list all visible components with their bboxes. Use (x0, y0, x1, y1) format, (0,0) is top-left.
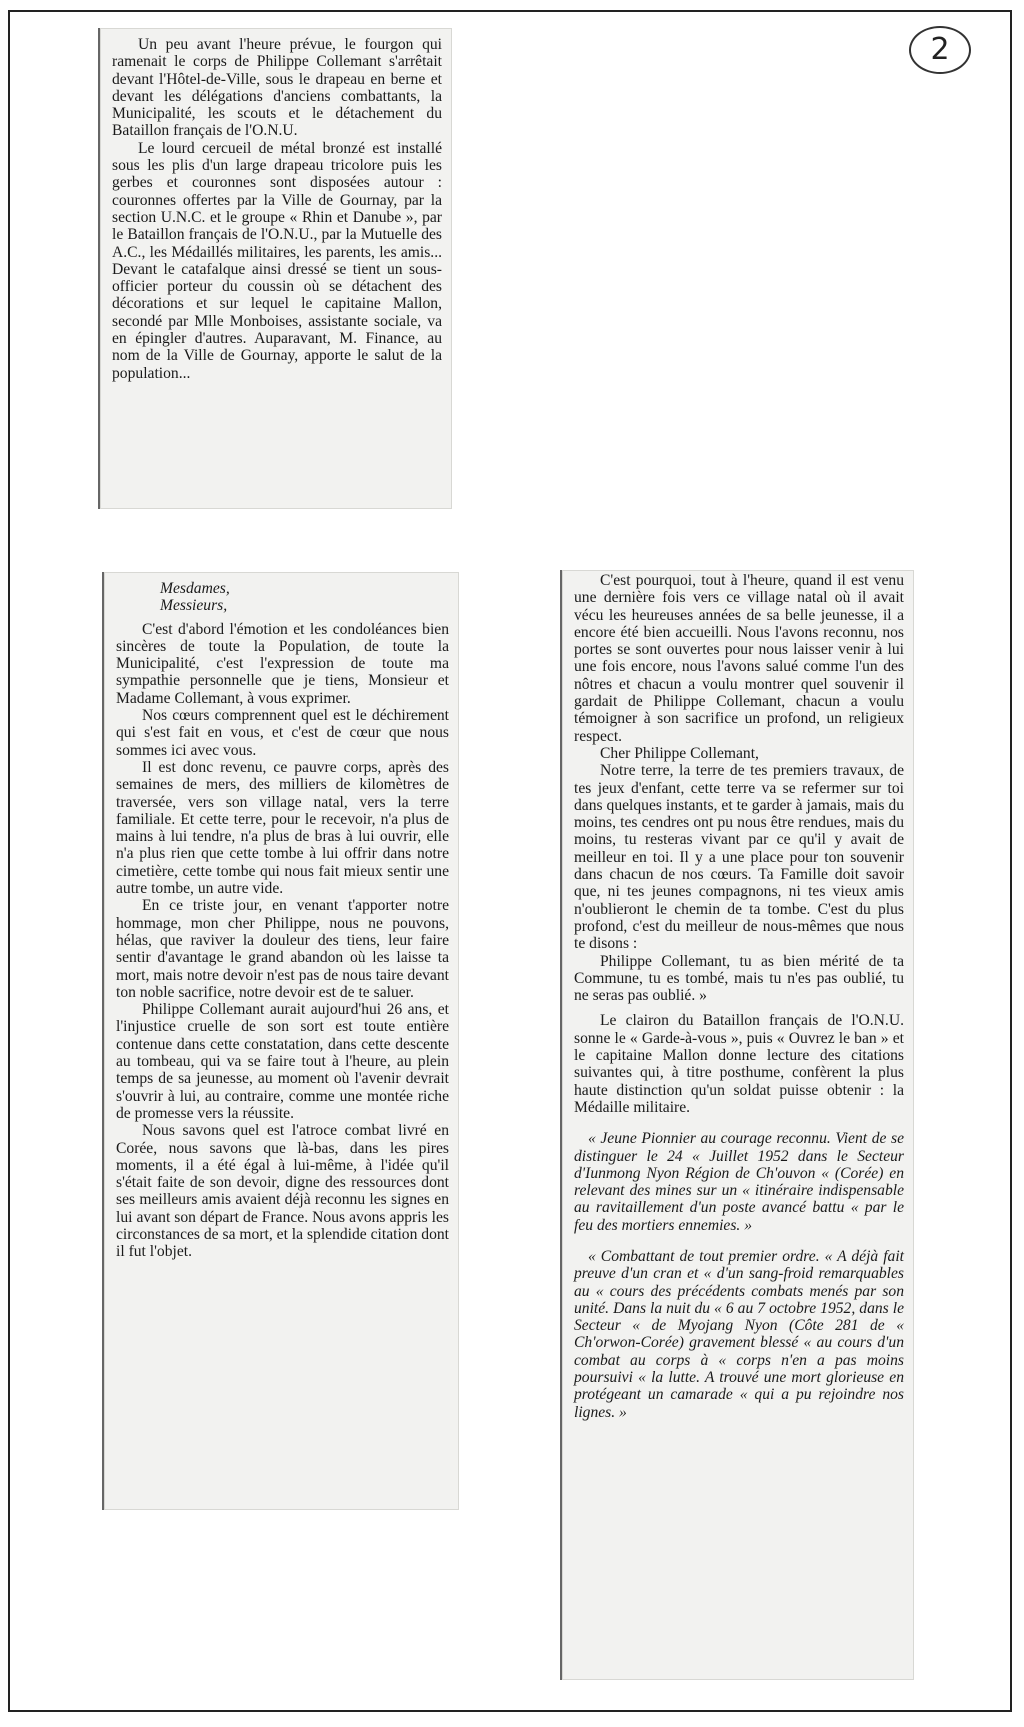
salutation-mesdames: Mesdames, (160, 580, 230, 597)
speech-paragraph: Il est donc revenu, ce pauvre corps, après des semaines de mers, des milliers de kilomètres de traversée, vers son village natal, vers la terre familiale. Et cette terre, pour le recevoir, n'a plus de mains à lui tendre, n'a plus de bras à lui ouvrir, elle n'a plus rien que cette tombe à lui offrir dans notre cimetière, cette tombe qui nous fait mieux sentir une autre tombe, un autre vide. (116, 758, 449, 898)
page-number: 2 (909, 26, 971, 74)
citation-first: « Jeune Pionnier au courage reconnu. Vient de se distinguer le 24 « Juillet 1952 dans le Secteur d'Iunmong Nyon Région de Ch'ouvon « (Corée) en relevant des mines sur un « itinéraire indispensable au ravitaillement d'un poste avancé battu « par le feu des mortiers ennemies. » (574, 1130, 904, 1234)
speech-paragraph: Philippe Collemant, tu as bien mérité de ta Commune, tu es tombé, mais tu n'es pas oublié, tu ne seras pas oublié. » (574, 952, 904, 1005)
news-clipping-speech-part2 (560, 570, 914, 1680)
speech-paragraph: Nos cœurs comprennent quel est le déchirement qui s'est fait en vous, et c'est de cœur que nous sommes ici avec vous. (116, 707, 449, 759)
speech-paragraph: Philippe Collemant aurait aujourd'hui 26 ans, et l'injustice cruelle de son sort est toute entière contenue dans cette constatation, dans cette descente au tombeau, qui va se faire tout à l'heure, au plein temps de sa jeunesse, au moment où l'avenir devrait s'ouvrir à lui, au contraire, comme une montée riche de promesse vers la réussite. (116, 1001, 449, 1122)
speech-paragraph: C'est pourquoi, tout à l'heure, quand il est venu une dernière fois vers ce village natal où il avait vécu les heureuses années de sa belle jeunesse, il a encore été bien accueilli. Nous l'avons reconnu, nos portes se sont ouvertes pour nous laisser venir à lui une fois encore, nous l'avons salué comme l'un des nôtres et chacun a voulu montrer quel souvenir il gardait de Philippe Collemant, chacun a voulu témoigner à son sacrifice un profond, un religieux respect. (574, 572, 904, 745)
clipping-paragraph: Un peu avant l'heure prévue, le fourgon qui ramenait le corps de Philippe Collemant s'arrêtait devant l'Hôtel-de-Ville, sous le drapeau en berne et devant les délégations d'anciens combattants, la Municipalité, les scouts et le détachement du Bataillon français de l'O.N.U. (112, 36, 442, 140)
ceremony-paragraph: Le clairon du Bataillon français de l'O.N.U. sonne le « Garde-à-vous », puis « Ouvrez le ban » et le capitaine Mallon donne lecture des citations suivantes qui, à titre posthume, confèrent la plus haute distinction qu'un soldat puisse obtenir : la Médaille militaire. (574, 1012, 904, 1116)
speech-paragraph: Cher Philippe Collemant, (600, 744, 759, 762)
speech-paragraph: Nous savons quel est l'atroce combat livré en Corée, nous savons que là-bas, dans les pires moments, il a été égal à lui-même, à l'idée qu'il s'était faite de son devoir, digne des ressources dont ses meilleurs amis avaient déjà reconnu les signes en lui avant son départ de France. Nous avons appris les circonstances de sa mort, et la splendide citation dont il fut l'objet. (116, 1122, 449, 1261)
news-clipping-arrival (98, 28, 452, 509)
speech-paragraph: En ce triste jour, en venant t'apporter notre hommage, mon cher Philippe, nous ne pouvons, hélas, que raviver la douleur des tiens, leur faire sentir d'avantage le grand abandon où les laisse ta mort, mais notre devoir n'est pas de nous taire devant ton noble sacrifice, notre devoir est de te saluer. (116, 897, 449, 1001)
citation-second: « Combattant de tout premier ordre. « A déjà fait preuve d'un cran et « d'un sang-froid remarquables au « cours des précédents combats menés par son unité. Dans la nuit du « 6 au 7 octobre 1952, dans le Secteur « de Myojang Nyon (Côte 281 de « Ch'orwon-Corée) gravement blessé « au cours d'un combat au corps à « corps n'en a pas moins poursuivi « la lutte. A trouvé une mort glorieuse en protégeant un camarade « qui a pu rejoindre nos lignes. » (574, 1247, 904, 1421)
speech-paragraph: Notre terre, la terre de tes premiers travaux, de tes jeux d'enfant, cette terre va se refermer sur toi dans quelques instants, et te garder à jamais, mais du moins, tes cendres ont pu nous être rendues, mais du moins, tu resteras vivant par ce qu'il y avait de meilleur en toi. Il y a une place pour ton souvenir dans chacun de nos cœurs. Ta Famille doit savoir que, ni tes jeunes compagnons, ni tes vieux amis n'oublieront le chemin de ta tombe. C'est du plus profond, c'est du meilleur de nous-mêmes que nous te disons : (574, 762, 904, 953)
clipping-paragraph: Le lourd cercueil de métal bronzé est installé sous les plis d'un large drapeau tricolore puis les gerbes et couronnes sont disposées autour : couronnes offertes par la Ville de Gournay, par la section U.N.C. et le groupe « Rhin et Danube », par le Bataillon français de l'O.N.U., par la Mutuelle des A.C., les Médaillés militaires, les parents, les amis... Devant le catafalque ainsi dressé se tient un sous-officier porteur du coussin où se détachent des décorations et sur lequel le capitaine Mallon, secondé par Mlle Monboises, assistante sociale, va en épingler d'autres. Auparavant, M. Finance, au nom de la Ville de Gournay, apporte le salut de la population... (112, 139, 442, 382)
news-clipping-speech-part1 (102, 572, 459, 1510)
salutation-messieurs: Messieurs, (160, 597, 228, 615)
speech-paragraph: C'est d'abord l'émotion et les condoléances bien sincères de toute la Population, de toute la Municipalité, c'est l'expression de toute ma sympathie personnelle que je tiens, Monsieur et Madame Collemant, à vous exprimer. (116, 620, 449, 707)
